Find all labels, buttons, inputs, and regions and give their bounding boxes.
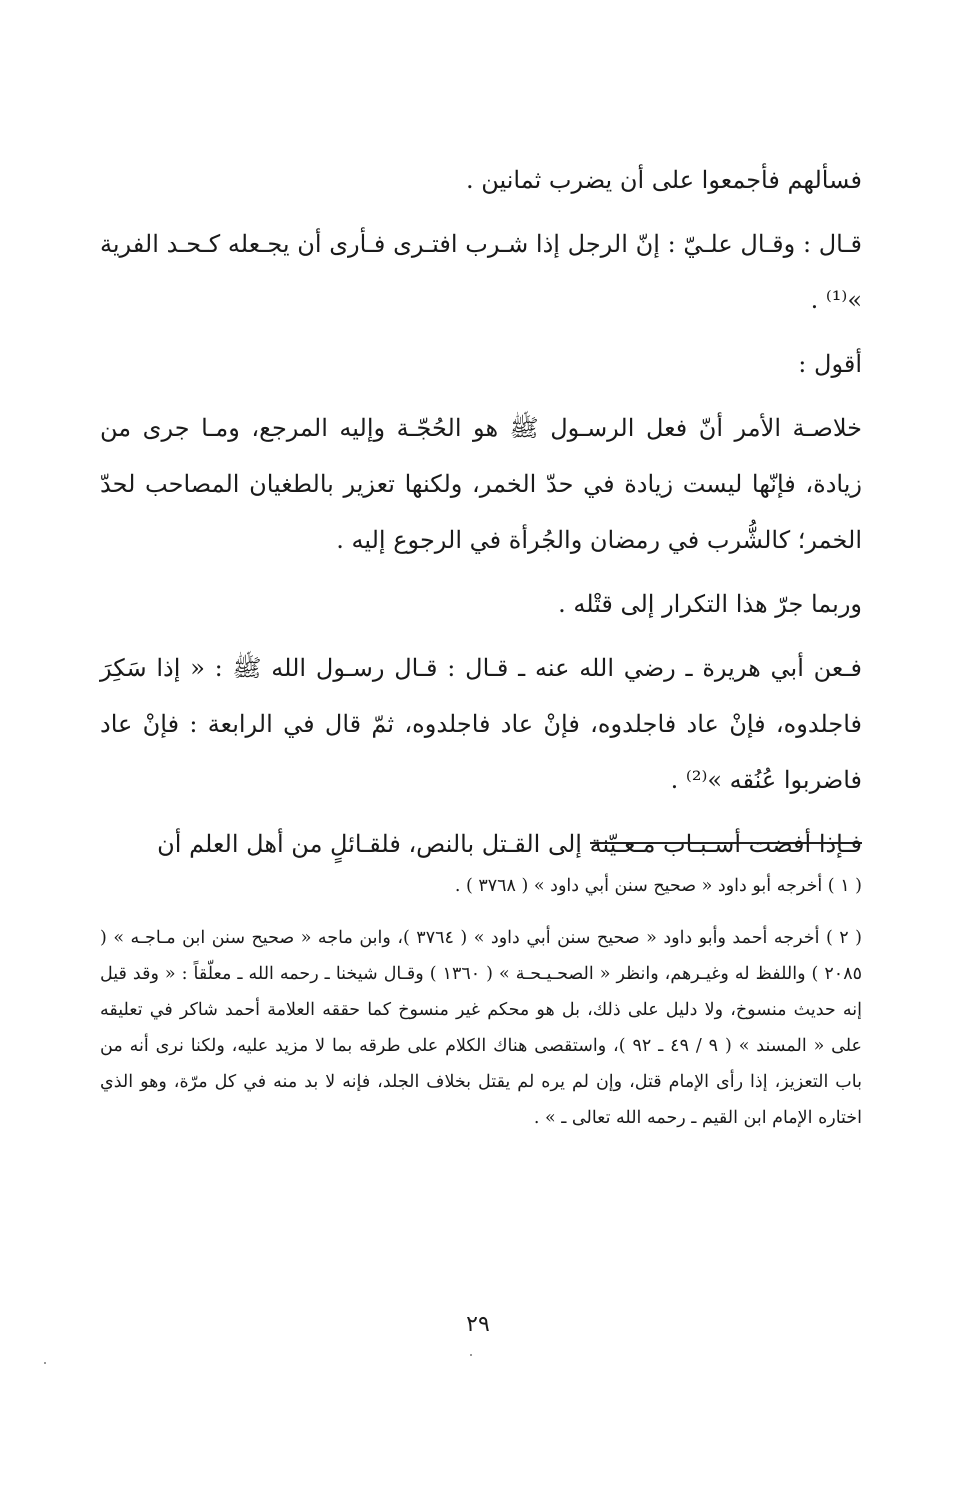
footnotes (100, 868, 862, 1152)
paragraph-2: قـال : وقـال علـيّ : إنّ الرجل إذا شـرب افتـرى فـأرى أن يجـعله كـحـد الفرية »⁽¹⁾ . (100, 230, 862, 314)
paragraph-1: فسألهم فأجمعوا على أن يضرب ثمانين . (465, 166, 862, 194)
page-number: ٢٩ (466, 1312, 490, 1337)
paragraph-7: فـإذا أفضت أسـبـاب مـعـيّنة إلى القـتل بالنص، فلقـائلٍ من أهل العلم أن (157, 830, 862, 858)
footnote-1: ( ١ ) أخرجه أبو داود « صحيح سنن أبي داود » ( ٣٧٦٨ ) . (454, 876, 862, 896)
paragraph-3: أقول : (798, 350, 862, 378)
footnote-divider (590, 842, 862, 844)
scan-speck (44, 1362, 46, 1364)
paragraph-6: فـعن أبي هريرة ـ رضي الله عنه ـ قـال : قـال رسـول الله ﷺ : « إذا سَكِرَ فاجلدوه، فإنْ عاد فاجلدوه، فإنْ عاد فاجلدوه، ثمّ قال في الرابعة : فإنْ عاد فاضربوا عُنُقه »⁽²⁾ . (100, 654, 863, 794)
footnote-2: ( ٢ ) أخرجه أحمد وأبو داود « صحيح سنن أبي داود » ( ٣٧٦٤ )، وابن ماجه « صحيح سنن ابن مـاجـه » ( ٢٠٨٥ ) واللفظ له وغيـرهم، وانظر « الصحـيـحـة » ( ١٣٦٠ ) وقـال شيخنا ـ رحمه الله ـ معلّقاً : « وقد قيل إنه حديث منسوخ، ولا دليل على ذلك، بل هو محكم غير منسوخ كما حققه العلامة أحمد شاكر في تعليقه على « المسند » ( ٩ / ٤٩ ـ ٩٢ )، واستقصى هناك الكلام على طرقه بما لا مزيد عليه، ولكنا نرى أنه من باب التعزيز، إذا رأى الإمام قتل، وإن لم يره لم يقتل بخلاف الجلد، فإنه لا بد منه في كل مرّة، وهو الذي اختاره الإمام ابن القيم ـ رحمه الله تعالى ـ » . (100, 928, 863, 1128)
paragraph-4: خلاصـة الأمر أنّ فعل الرسـول ﷺ هو الحُجّـة وإليه المرجع، ومـا جرى من زيادة، فإنّها ليست زيادة في حدّ الخمر، ولكنها تعزير بالطغيان المصاحب لحدّ الخمر؛ كالشُّرب في رمضان والجُرأة في الرجوع إليه . (100, 414, 862, 554)
scan-speck (470, 1354, 472, 1356)
paragraph-5: وربما جرّ هذا التكرار إلى قتْله . (558, 590, 862, 618)
main-text (100, 152, 862, 880)
